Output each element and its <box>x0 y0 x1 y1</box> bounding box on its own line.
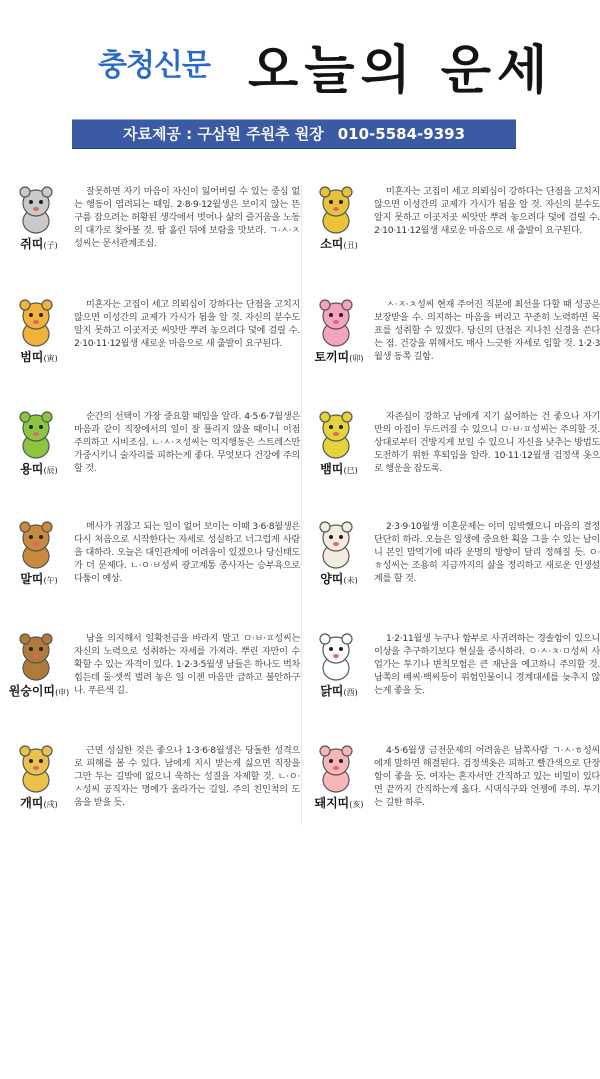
credit-text: 자료제공 : 구삼원 주원추 원장 <box>122 125 324 143</box>
animal-name: 소띠 <box>320 237 344 251</box>
zodiac-entry <box>308 520 598 630</box>
credit-phone: 010-5584-9393 <box>337 125 466 143</box>
credit-bar <box>72 119 516 149</box>
animal-hanja: (寅) <box>43 354 58 363</box>
fortune-text: 미혼자는 고집이 세고 의뢰심이 강하다는 단점을 고치지 않으면 이성간의 교제가 가시가 됨을 알 것. 자신의 분수도 알지 못하고 이곳저곳 씨앗만 뿌려 놓으려다 덫에 걸릴 수. 2·10·11·12월생 새로운 마음으로 새 출발이 요구된다. <box>374 186 600 236</box>
monkey-icon <box>12 632 60 682</box>
animal-name: 뱀띠 <box>320 462 344 476</box>
column-divider <box>301 185 302 825</box>
dragon-icon <box>12 410 60 460</box>
animal-hanja: (辰) <box>43 466 58 475</box>
animal-hanja: (亥) <box>349 800 364 809</box>
animal-name: 쥐띠 <box>20 237 44 251</box>
zodiac-animal <box>8 410 70 500</box>
zodiac-entry <box>308 744 598 854</box>
zodiac-entry <box>8 520 298 630</box>
fortune-text: 근면 성실한 것은 좋으나 1·3·6·8월생은 당돌한 성격으로 피해를 볼 수 있다. 남에게 지시 받는게 싫으면 직장을 그만 두는 길밖에 없으니 욱하는 성질을 자제할 것. ㄴ·ㅇ·ㅅ성씨 공직자는 명예가 올라가는 길일. 주의 친인척의 도움을 받을 듯. <box>74 745 300 808</box>
zodiac-animal <box>8 298 70 388</box>
fortune-text: 잘못하면 자기 마음이 자신이 잃어버릴 수 있는 중심 없는 행동이 염려되는 때임. 2·8·9·12월생은 보이지 않는 뜬구름 잡으려는 허황된 생각에서 벗어나 삶의 즐거움을 노동의 대가로 찾아볼 것. 땀 흘린 뒤에 보람을 맛보라. ㄱ·ㅅ·ㅈ성씨는 문서관계조심. <box>74 186 300 249</box>
snake-icon <box>312 410 360 460</box>
fortune-text: 미혼자는 고집이 세고 의뢰심이 강하다는 단점을 고치지 않으면 이성간의 교제가 가시가 됨을 알 것. 자신의 분수도 알지 못하고 이곳저곳 씨앗만 뿌려 놓으려다 덫에 걸릴 수. 2·10·11·12월생 새로운 마음으로 새 출발이 요구된다. <box>74 299 300 349</box>
fortune-text: 매사가 귀찮고 되는 일이 없어 보이는 이때 3·6·8월생은 다시 처음으로 시작한다는 자세로 성실하고 너그럽게 사람을 대하라. 오늘은 대인관계에 어려움이 있겠으나 당신태도가 더 문제다. ㄴ·ㅇ·ㅂ성씨 광고계통 종사자는 승부욕으로 다툼이 예상. <box>74 521 300 584</box>
animal-name: 토끼띠 <box>314 350 350 364</box>
fortune-text: 4·5·6월생 금전문제의 어려움은 남쪽사람 ㄱ·ㅅ·ㅎ성씨에게 말하면 해결된다. 검정색옷은 피하고 빨간색으로 단장함이 좋을 듯. 여자는 혼자서만 간직하고 있는 비밀이 있다면 끝까지 간직하는게 옳다. 시댁식구와 언쟁에 주의. 투기는 길한 하루. <box>374 745 600 808</box>
zodiac-entry <box>308 410 598 520</box>
zodiac-entry <box>8 298 298 408</box>
animal-name: 양띠 <box>320 572 344 586</box>
animal-hanja: (子) <box>43 241 58 250</box>
fortune-text: 남을 의지해서 일확천금을 바라지 말고 ㅁ·ㅂ·ㅍ성씨는 자신의 노력으로 성취하는 자세를 가져라. 뿌린 자만이 수확할 수 있는 자격이 있다. 1·2·3·5월생 남들은 하나도 벅차 힘든데 둘·셋씩 벌려 놓은 일 이젠 마음만 급하고 불안하구나. 푸른색 길. <box>74 633 300 696</box>
animal-hanja: (午) <box>43 576 58 585</box>
zodiac-entry <box>308 298 598 408</box>
horse-icon <box>12 520 60 570</box>
zodiac-animal <box>308 185 370 275</box>
zodiac-entry <box>308 632 598 742</box>
zodiac-animal <box>308 298 370 388</box>
zodiac-animal <box>308 410 370 500</box>
zodiac-animal <box>8 520 70 610</box>
fortune-text: 1·2·11월생 누구나 함부로 사귀려하는 경솔함이 있으니 이상을 추구하기보다 현실을 중시하라. ㅇ·ㅅ·ㅊ·ㅁ성씨 사업가는 투기나 변칙모험은 큰 재난을 예고하니 주의할 것. 남쪽의 배씨·백씨등이 위험인물이니 경계대세를 늦추지 않는게 좋을 듯. <box>374 633 600 696</box>
animal-hanja: (酉) <box>343 688 358 697</box>
animal-name: 원숭이띠 <box>8 684 56 698</box>
fortune-text: 순간의 선택이 가장 중요할 때임을 알라. 4·5·6·7월생은 마음과 같이 직장에서의 일이 잘 풀리지 않을 때이니 이점 주의하고 시비조심. ㄴ·ㅅ·ㅈ성씨는 억지행동은 스트레스만 가중시키니 술자리를 피하는게 좋다. 무엇보다 건강에 주의할 것. <box>74 411 300 474</box>
zodiac-entry <box>308 185 598 295</box>
zodiac-animal <box>8 632 70 722</box>
rabbit-icon <box>312 298 360 348</box>
animal-name: 용띠 <box>20 462 44 476</box>
pig-icon <box>312 744 360 794</box>
header <box>0 0 600 115</box>
zodiac-entry <box>8 744 298 854</box>
zodiac-animal <box>8 185 70 275</box>
zodiac-animal <box>308 632 370 722</box>
zodiac-animal <box>308 744 370 834</box>
sheep-icon <box>312 520 360 570</box>
zodiac-entry <box>8 410 298 520</box>
zodiac-entry <box>8 185 298 295</box>
animal-hanja: (卯) <box>349 354 364 363</box>
animal-name: 말띠 <box>20 572 44 586</box>
rooster-icon <box>312 632 360 682</box>
ox-icon <box>312 185 360 235</box>
animal-hanja: (未) <box>343 576 358 585</box>
zodiac-animal <box>308 520 370 610</box>
fortune-text: ㅅ·ㅈ·ㅊ성씨 현재 주어진 직분에 최선을 다할 때 성공은 보장받을 수. 의지하는 마음을 버리고 꾸준히 노력하면 목표를 성취할 수 있겠다. 당신의 단점은 지나친 신경을 쓴다는 점. 건강을 위해서도 매사 느긋한 자세로 임할 것. 1·2·3월생 동쪽 길함. <box>374 299 600 362</box>
fortune-text: 2·3·9·10월생 이혼문제는 이미 임박했으니 마음의 결정 단단히 하라. 오늘은 일생에 중요한 획을 그을 수 있는 날이니 본인 맘먹기에 따라 운명의 방향이 달리 정해질 듯. ㅇ·ㅎ성씨는 조용히 지금까지의 삶을 정리하고 새로운 인생설계를 할 것. <box>374 521 600 584</box>
animal-hanja: (丑) <box>343 241 358 250</box>
animal-hanja: (巳) <box>343 466 358 475</box>
zodiac-entry <box>8 632 298 742</box>
animal-hanja: (申) <box>55 688 70 697</box>
dog-icon <box>12 744 60 794</box>
animal-name: 돼지띠 <box>314 796 350 810</box>
animal-hanja: (戌) <box>43 800 58 809</box>
page-title: 오늘의 운세 <box>248 40 554 101</box>
fortune-text: 자존심이 강하고 남에게 지기 싫어하는 건 좋으나 자기만의 아집이 두드러질 수 있으니 ㅁ·ㅂ·ㅍ성씨는 주의할 것. 상대로부터 건방지게 보일 수 있으니 자신을 낮추는 방법도 도전하기 위한 후퇴임을 알라. 10·11·12월생 검정색 옷으로 행운을 잡도록. <box>374 411 600 474</box>
animal-name: 닭띠 <box>320 684 344 698</box>
newspaper-logo: 충청신문 <box>98 48 210 83</box>
animal-name: 개띠 <box>20 796 44 810</box>
zodiac-animal <box>8 744 70 834</box>
tiger-icon <box>12 298 60 348</box>
animal-name: 범띠 <box>20 350 44 364</box>
rat-icon <box>12 185 60 235</box>
